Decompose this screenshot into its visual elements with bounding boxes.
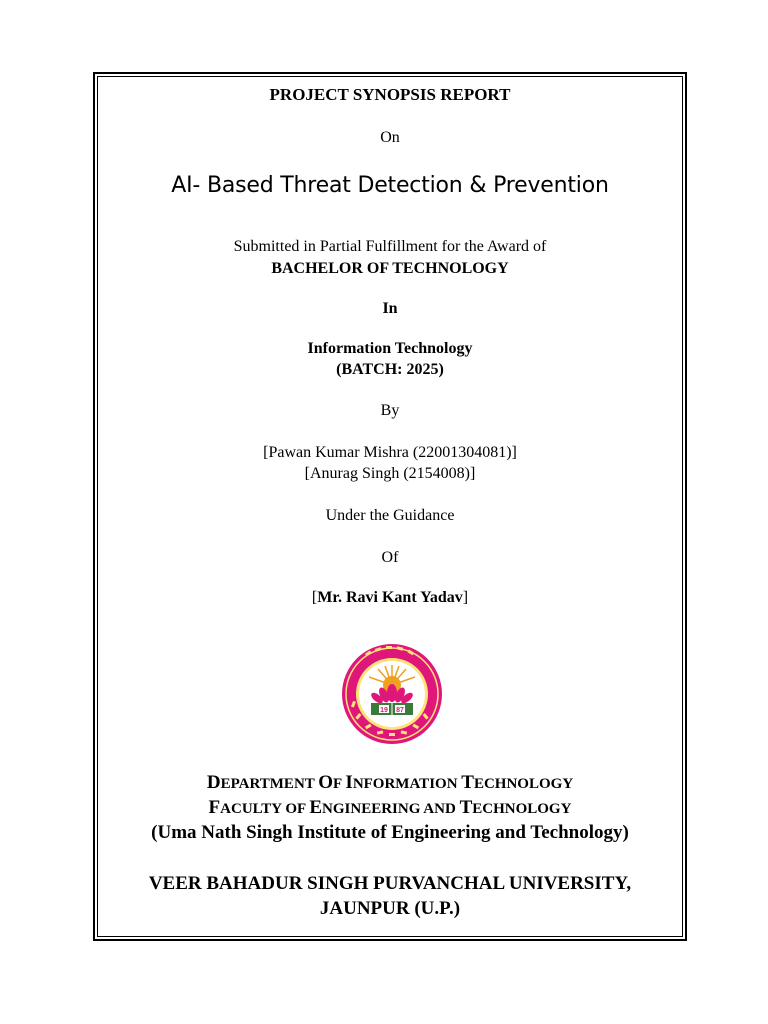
student-1: [Pawan Kumar Mishra (22001304081)] [263, 444, 517, 461]
department-rest-4: ECHNOLOGY [473, 776, 574, 792]
faculty-cap-2: E [309, 797, 323, 818]
guidance-label: Under the Guidance [325, 507, 455, 524]
guide-line [97, 590, 683, 606]
university-name: VEER BAHADUR SINGH PURVANCHAL UNIVERSITY, [148, 873, 632, 894]
department-rest-3: NFORMATION [352, 776, 462, 792]
department-line [97, 773, 683, 792]
student-2: [Anurag Singh (2154008)] [304, 465, 476, 482]
emblem-seal-icon [341, 643, 443, 745]
faculty-rest-2: NGINEERING AND [322, 801, 460, 817]
university-location: JAUNPUR (U.P.) [319, 898, 461, 919]
department-cap-4: T [461, 772, 474, 793]
by-label: By [380, 402, 400, 419]
department-cap-3: I [345, 772, 353, 793]
faculty-rest-3: ECHNOLOGY [472, 801, 572, 817]
university-emblem [341, 643, 443, 745]
faculty-cap-3: T [459, 797, 473, 818]
guide-name: Mr. Ravi Kant Yadav [317, 589, 463, 606]
emblem-book [371, 703, 413, 715]
department-rest-2: F [333, 776, 346, 792]
emblem-year-right: 87 [396, 707, 404, 714]
project-title: AI- Based Threat Detection & Prevention [171, 173, 609, 198]
in-label: In [382, 300, 398, 317]
batch: (BATCH: 2025) [336, 361, 444, 378]
on-label: On [380, 129, 400, 146]
department-cap-1: D [206, 772, 221, 793]
faculty-rest-1: ACULTY OF [220, 801, 310, 817]
branch: Information Technology [307, 340, 473, 357]
guide-close-bracket: ] [462, 589, 469, 606]
department-cap-2: O [318, 772, 334, 793]
faculty-cap-1: F [208, 797, 221, 818]
of-label: Of [381, 549, 399, 566]
faculty-line [97, 798, 683, 817]
guide-open-bracket: [ [311, 589, 318, 606]
report-type: PROJECT SYNOPSIS REPORT [269, 85, 511, 104]
degree: BACHELOR OF TECHNOLOGY [271, 260, 509, 277]
emblem-year-left: 19 [380, 707, 388, 714]
department-rest-1: EPARTMENT [220, 776, 319, 792]
submission-line: Submitted in Partial Fulfillment for the Award of [233, 238, 547, 255]
institute-name: (Uma Nath Singh Institute of Engineering and Technology) [151, 822, 629, 843]
